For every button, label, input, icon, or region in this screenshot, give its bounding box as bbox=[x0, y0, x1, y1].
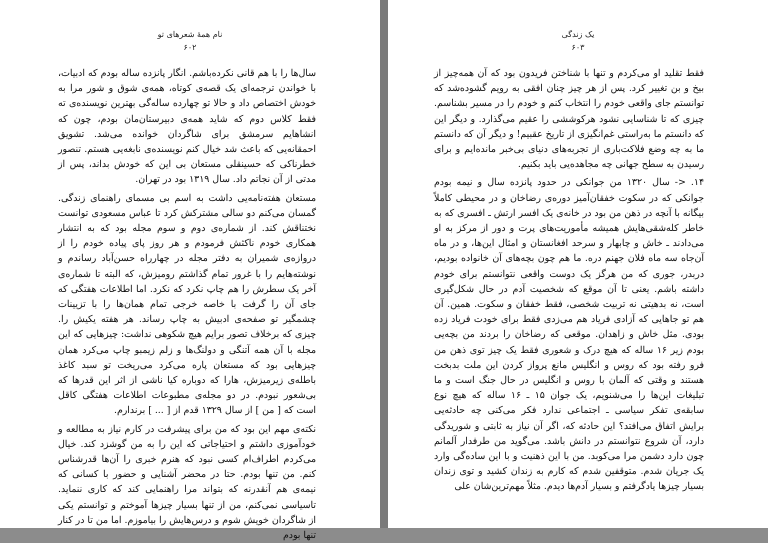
running-head: نام همهٔ شعرهای تو bbox=[157, 30, 223, 39]
body-text bbox=[434, 66, 704, 495]
running-head: یک زندگی bbox=[561, 30, 595, 39]
paragraph: فقط تقلید او می‌کردم و تنها با شناختن فریدون بود که آن همه‌چیز از بیخ و بن تغییر کرد. پس از هر چیز چنان افقی به رویم گشوده‌شد که توانستم جای واقعی خودم را انتخاب کنم و خودم را در مسیر بشناسم. چیزی که تا شناسایی نشود هرکوششی را عقیم می‌گذارد. و دیگر این که دانستم ما به‌راستی غم‌انگیزی از تاریخ عقبیم! و دیگر آن که دانستم ما به چه وضع فلاکت‌باری از تجربه‌های دنیای بی‌خبر مانده‌ایم و برای رسیدن به سطح جهانی چه مجاهده‌یی باید بکنیم. bbox=[434, 68, 704, 171]
body-text bbox=[58, 66, 316, 543]
paragraph: ۱۴. <- سال ۱۳۲۰ من جوانکی در حدود پانزده سال و نیمه بودم جوانکی که در سکوت خفقان‌آمیز دوره‌ی رضاخان و در محیطی کاملاً بیگانه با آنچه در ذهن من بود در خانه‌ی یک افسر ارتش ـ افسری که به خاطر کله‌شقی‌هایش همیشه مأموریت‌های پرت و دور از مرکز به او می‌دادند ـ خاش و چابهار و سرحد افغانستان و امثال این‌ها، و در ماه آن‌جاه سه ماه فلان جهنم دره. ما هم چون بچه‌های آن خانواده بودیم، دربدر، جوری که من هرگز یک دوست واقعی نتوانستم برای خودم داشته باشم. یعنی تا آن موقع که شخصیت آدم در حال شکل‌گیری است، نه بدهیتی نه تربیت شخصی، فقط خفقان و سکوت. همین. آن هم تو جاهایی که آزادی فریاد هم می‌زدی فقط برای خودت فریاد زده بودی. مثل خاش و زاهدان. موقعی که رضاخان را بردند من بچه‌یی بودم زیر ۱۶ ساله که هیچ درک و شعوری فقط یک چیز توی ذهن من فرو رفته بود که روس و انگلیس مانع پرواز کردن این ملت بدبخت هستند و وقتی که آلمان با روس و انگلیس در حال جنگ است و ما تبلیغات این‌ها را می‌شنویم، یک جوان ۱۵ ـ ۱۶ ساله که هیچ نوع سابقه‌ی تفکر سیاسی ـ اجتماعی ندارد فکر می‌کنی چه حادثه‌یی برایش اتفاق می‌افتد؟ این حادثه که، اگر آن نیاز به ثابتی و شوریدگی دارد، آن شروع نتوانستم در دانش باشد. می‌گوید من طرفدار آلمانم چون دارد دشمن مرا می‌کوبد. من با این ذهنیت و با این ساده‌گی وارد یک جریان شدم. متوقفین شدم که کارم به زندان کشید و توی زندان بسیار چیزها یادگرفتم و بسیار آدم‌ها دیدم. مثلاً مهم‌ترین‌شان علی bbox=[434, 177, 705, 493]
page-number: ۶۰۲ bbox=[183, 43, 197, 52]
paragraph: نکته‌ی مهم این بود که من برای پیشرفت در کارم نیاز به مطالعه و خودآموزی داشتم و احتیاجاتی که این را به من گوشزد کند. خیال می‌کردم اطراف‌ام کسی نبود که هنرم خبری را آن‌ها قدرشناس کنم. من تنها بودم. حتا در محضر آشنایی و حضور با کسانی که نیمه‌ی هم آنقدرنه که بتواند مرا راهنمایی کند که کاری ننماید. تاسیاسی نمی‌کنم، من از تنها بسیار چیزها آموختم و توانستم یکی از شاگردان خویش شوم و درس‌هایش را بیاموزم. اما من تا در کنار تنها بودم bbox=[58, 423, 316, 542]
paragraph: مستعان هفته‌نامه‌یی داشت به اسم بی مسمای راهنمای زندگی. گمسان می‌کنم دو سالی مشترکش کرد تا عباس مسعودی توانست نختناقش کند. از شماره‌ی دوم و سوم مجله بود که به انتشار همکاری خودم ناکثش فرمودم و هر روز پای پیاده خودم را از دروازه‌ی شمیران به دفتر مجله در چهارراه حسن‌آباد رساندم و نوشته‌هایم را با غرور تمام گذاشتم رومیزش، که البته تا شماره‌ی آخر یک سطرش را هم چاپ نکرد که نکرد. اما اطلاعات هفتگی که جای آن را گرفت با خاصه خرجی تمام همان‌ها را با تزیینات چشمگیر تو صفحه‌ی ادبیش به چاپ رساند. هر هفته یکیش را. چیزی که برخلاف تصور برایم هیچ شکوهی نداشت: چیزهایی که این مجله با آن همه آتنگی و دولنگ‌ها و زلم زیمبو چاپ می‌کرد همان چیزهایی بود که مستعان پاره می‌کرد می‌ریخت تو سبد کاغذ باطله‌ی زیرمیزش، هارا که دوباره کیا ناشی از اثر این قدرها که بی‌شعور نبودم. در دو مجله‌ی مطبوعات اطلاعات هفتگی کاقل است که [ من ] از سال ۱۳۲۹ قدم از [ ... ] برندارم. bbox=[58, 192, 316, 417]
right-page bbox=[388, 0, 768, 528]
page-number: ۶۰۳ bbox=[571, 43, 585, 52]
left-page bbox=[0, 0, 380, 542]
paragraph: سال‌ها را با هم قانی نکرده‌باشم. انگار پانزده ساله بودم که ادبیات، با خواندن ترجمه‌ای یک قصه‌ی کوتاه، همه‌ی شوق و شور مرا به خودش اختصاص داد و حالا تو چهارده ساله‌گی بهترین نویسنده‌ی ته فقط کلاس دوم که شاید همه‌ی دبیرستان‌مان بودم، چون که انشاهایم سرمشق برای شاگردان خوانده می‌شد. تشویق احمقانه‌یی که باعث شد خیال کنم نویسنده‌ی نابغه‌یی هستم. تنصور خطرناکی که حسینقلی مستعان بی این که خودش بداند، پس از مدتی از آن نجاتم داد. سال ۱۳۱۹ بود در تهران. bbox=[58, 68, 316, 186]
page-gutter bbox=[380, 0, 388, 528]
